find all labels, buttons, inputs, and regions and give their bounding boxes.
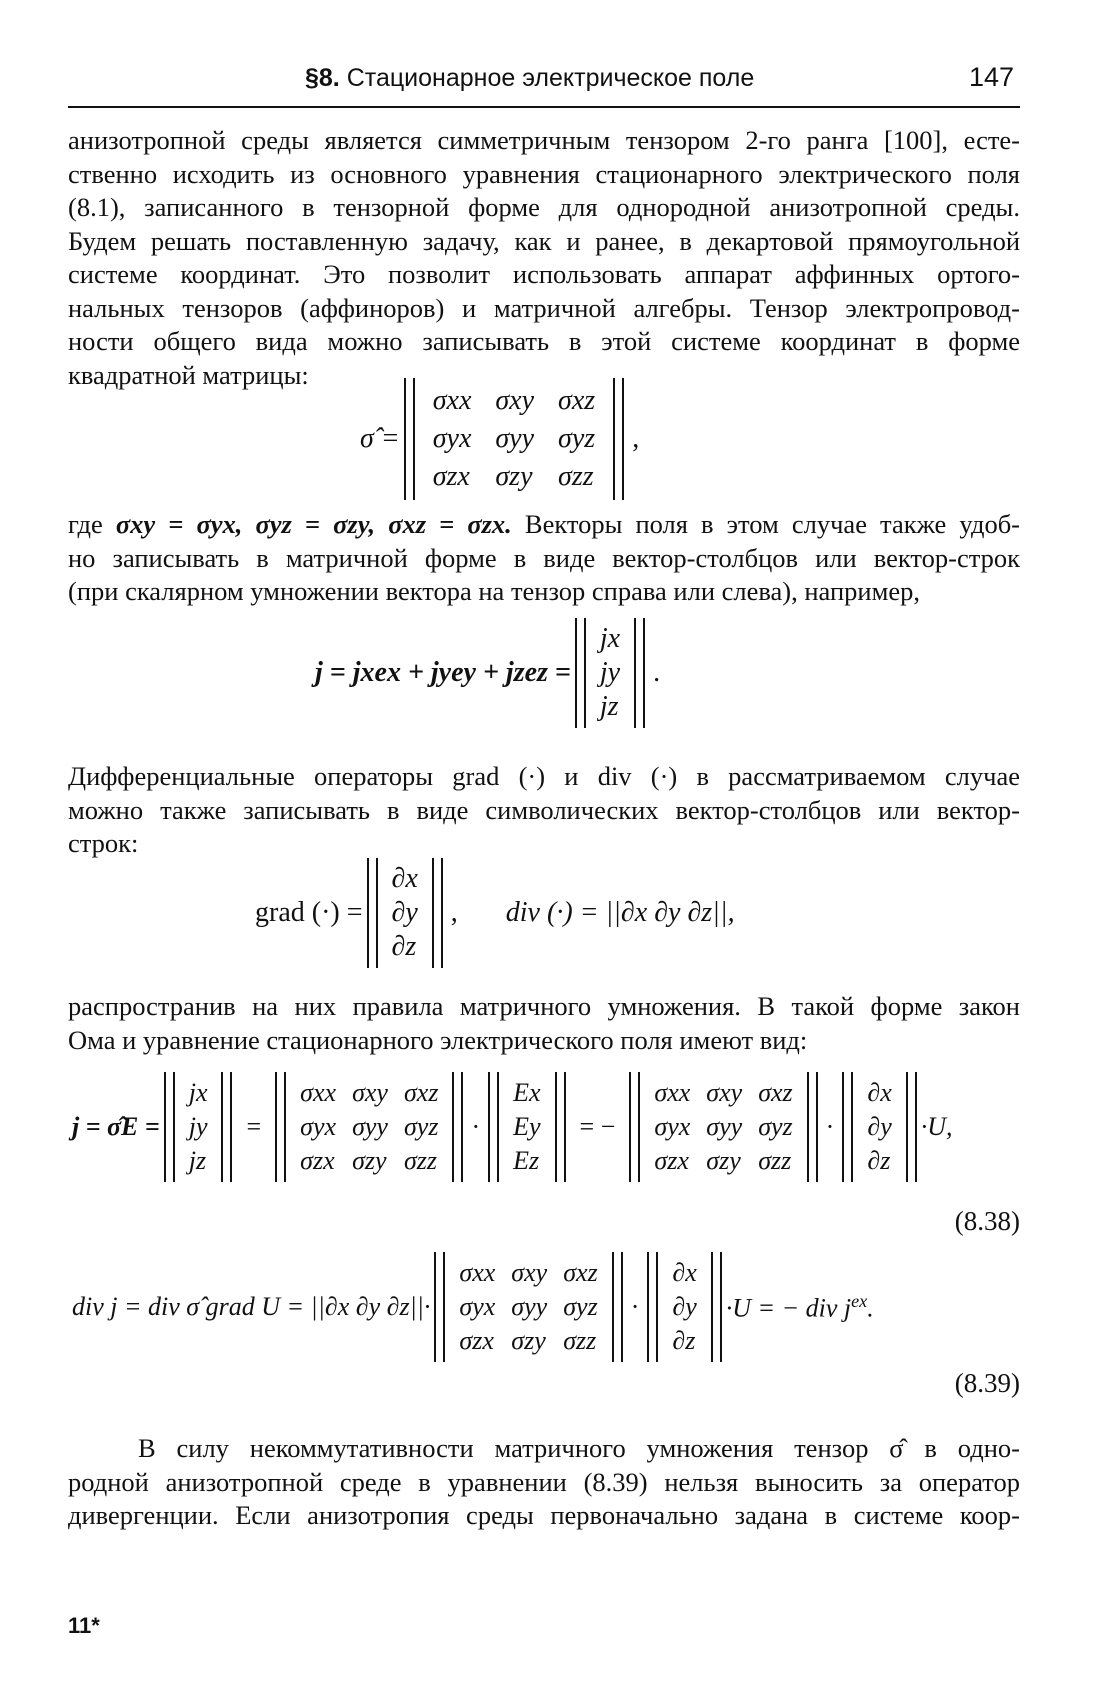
text-line: ности общего вида можно записывать в этой системе координат в форме <box>68 326 1020 356</box>
matrix-cell: σzy <box>706 1146 741 1175</box>
equation-lhs: div j = div σ̂ grad U = ||∂x ∂y ∂z||· <box>72 1292 431 1321</box>
matrix-cell: σzx <box>459 1326 494 1355</box>
paragraph-1 <box>68 124 1020 392</box>
vector-cell: ∂z <box>672 1326 696 1355</box>
superscript-ex: ex <box>851 1290 868 1311</box>
equation-8-39: div j = div σ̂ grad U = ||∂x ∂y ∂z||· σxx σxy σxz σyx σyy σyz σzx σzy σzz · ∂x ∂y ∂z ·U = − div $j^{ex}$. <box>72 1252 874 1362</box>
matrix-bracket-right <box>432 858 443 968</box>
matrix-cell: σzy <box>495 461 533 492</box>
matrix-cell: σyz <box>758 1112 793 1141</box>
text-line: (8.1), записанного в тензорной форме для однородной анизотропной среды. <box>68 192 1020 222</box>
matrix-cell: σxz <box>403 1078 439 1107</box>
section-title <box>305 64 754 93</box>
matrix-cell: σyx <box>300 1112 337 1141</box>
vector-cell: jy <box>188 1112 208 1141</box>
equation-trail: . <box>653 657 661 688</box>
vector-cell: jy <box>599 657 621 688</box>
equation-tail: ·U, <box>920 1112 953 1141</box>
vector-cell: Ez <box>513 1146 540 1175</box>
vector-cell: ∂z <box>867 1146 891 1175</box>
paragraph-3 <box>68 760 1020 861</box>
section-title-text: Стационарное электрическое поле <box>346 64 755 92</box>
matrix-cell: σzy <box>511 1326 546 1355</box>
vector-cells <box>175 1072 222 1182</box>
text-line: нальных тензоров (аффиноров) и матричной алгебры. Тензор электропровод- <box>68 292 1020 323</box>
equation-lhs: j = jxex + jyey + jzez = <box>315 657 571 688</box>
matrix-cell: σxy <box>511 1258 548 1287</box>
matrix-cell: σzz <box>403 1146 438 1175</box>
matrix-cell: σyy <box>511 1292 548 1321</box>
symmetry-relations: σxy = σyx, σyz = σzy, σxz = σzx. <box>115 509 512 539</box>
vector-cell: ∂y <box>867 1112 892 1141</box>
text-line: дивергенции. Если анизотропия среды первоначально задана в системе коор- <box>68 1500 1020 1530</box>
matrix-cell: σyz <box>403 1112 439 1141</box>
matrix-cell: σxx <box>300 1078 337 1107</box>
vector-cell: ∂y <box>391 897 418 928</box>
matrix-cell: σxy <box>495 385 535 416</box>
vector-cell: Ex <box>513 1078 541 1107</box>
equation-lhs: σ̂ = <box>360 423 400 454</box>
text-line: родной анизотропной среде в уравнении (8.39) нельзя выносить за оператор <box>68 1466 1020 1497</box>
vector-cell: jx <box>599 623 621 654</box>
paragraph-2-line1-rest: Векторы поля в этом случае также удоб- <box>524 509 1021 539</box>
text-line: Дифференциальные операторы grad (·) и div (·) в рассматриваемом случае <box>68 761 1020 791</box>
text-line: (при скалярном умножении вектора на тензор справа или слева), например, <box>68 576 920 606</box>
matrix-cell: σxx <box>432 385 472 416</box>
text-line: распространив на них правила матричного умножения. В такой форме закон <box>68 991 1020 1021</box>
matrix-cell: σzz <box>758 1146 792 1175</box>
matrix-cell: σyx <box>654 1112 691 1141</box>
matrix-cell: σxx <box>459 1258 496 1287</box>
paragraph-4 <box>68 990 1020 1057</box>
matrix-cell: σxy <box>706 1078 743 1107</box>
matrix-cell: σyz <box>563 1292 598 1321</box>
matrix-bracket-left <box>164 1072 175 1182</box>
matrix-cell: σyy <box>706 1112 743 1141</box>
matrix-cells <box>415 378 613 500</box>
matrix-cell: σyy <box>352 1112 388 1141</box>
d-column-vector <box>842 1072 916 1182</box>
equation-number: (8.39) <box>954 1368 1020 1398</box>
sigma-matrix <box>434 1252 622 1362</box>
matrix-cell: σzx <box>300 1146 335 1175</box>
matrix-bracket-right <box>613 378 624 500</box>
printer-signature: 11* <box>68 1613 100 1638</box>
vector-cell: jx <box>188 1078 208 1107</box>
matrix-bracket-right <box>634 618 645 728</box>
equation-end: . <box>867 1293 874 1323</box>
sigma-matrix <box>629 1072 817 1182</box>
matrix-cell: σxx <box>654 1078 691 1107</box>
sigma-matrix <box>275 1072 463 1182</box>
text-line: анизотропной среды является симметричным тензором 2-го ранга [100], есте- <box>68 125 1020 155</box>
sigma-matrix <box>404 378 624 500</box>
matrix-bracket-right <box>807 1072 818 1182</box>
vector-cell: ∂z <box>391 931 417 962</box>
equation-sigma-tensor <box>360 378 643 500</box>
matrix-bracket-left <box>647 1252 658 1362</box>
vector-cells <box>853 1072 905 1182</box>
matrix-cell: σyx <box>432 423 472 454</box>
matrix-cell: σyy <box>495 423 535 454</box>
operator-separator: , <box>450 897 458 928</box>
div-row-expression: div (·) = ||∂x ∂y ∂z||, <box>505 897 735 928</box>
matrix-bracket-right <box>221 1072 232 1182</box>
equation-j-vector <box>315 618 664 728</box>
text-line: В силу некоммутативности матричного умножения тензор σ̂ в одно- <box>138 1433 1020 1463</box>
page-number: 147 <box>968 62 1014 92</box>
vector-cells <box>586 618 634 728</box>
text-line: Будем решать поставленную задачу, как и ранее, в декартовой прямоугольной <box>68 225 1020 256</box>
matrix-cell: σyx <box>459 1292 496 1321</box>
matrix-bracket-right <box>555 1072 566 1182</box>
grad-lhs: grad (·) = <box>255 897 363 928</box>
text-line: квадратной матрицы: <box>68 359 309 390</box>
equation-8-38: j = σ̂E = jx jy jz = σxx σxy σxz σyx σyy σyz σzx σzy σzz · Ex Ey Ez = − σxx σxy σxz σyx σyy σyz σzx σzy σzz · ∂x ∂y ∂z ·U, <box>72 1072 953 1182</box>
text-line: Ома и уравнение стационарного электрического поля имеют вид: <box>68 1024 808 1055</box>
vector-cells <box>658 1252 710 1362</box>
vector-cell: Ey <box>513 1112 541 1141</box>
paragraph-5 <box>68 1432 1020 1533</box>
text-line: но записывать в матричной форме в виде вектор-столбцов или вектор-строк <box>68 542 1020 573</box>
e-column-vector <box>488 1072 565 1182</box>
matrix-bracket-right <box>612 1252 623 1362</box>
equation-tail <box>726 1291 874 1324</box>
matrix-bracket-right <box>452 1072 463 1182</box>
matrix-cell: σyz <box>558 423 596 454</box>
matrix-cell: σxz <box>758 1078 793 1107</box>
equation-operators <box>255 858 735 968</box>
j-column-vector <box>164 1072 233 1182</box>
text-line: строк: <box>68 828 139 858</box>
text-line: ственно исходить из основного уравнения стационарного электрического поля <box>68 158 1020 189</box>
matrix-cell: σzy <box>352 1146 387 1175</box>
matrix-cell: σxz <box>563 1258 598 1287</box>
paragraph-2-lead: где <box>68 509 103 539</box>
vector-cell: ∂x <box>391 863 418 894</box>
text-line: можно также записывать в виде символических вектор-столбцов или вектор- <box>68 794 1020 825</box>
equation-tail-main: ·U = − div j <box>725 1293 852 1323</box>
matrix-cells <box>640 1072 806 1182</box>
matrix-cell: σxz <box>558 385 596 416</box>
matrix-bracket-left <box>629 1072 640 1182</box>
equation-number: (8.38) <box>954 1206 1020 1236</box>
vector-cells <box>499 1072 554 1182</box>
section-mark: §8. <box>305 64 340 92</box>
matrix-cell: σxy <box>352 1078 388 1107</box>
text-line <box>68 508 1020 542</box>
matrix-bracket-left <box>275 1072 286 1182</box>
matrix-bracket-left <box>842 1072 853 1182</box>
matrix-cells <box>286 1072 452 1182</box>
vector-cells <box>378 858 432 968</box>
matrix-cells <box>445 1252 611 1362</box>
matrix-cell: σzz <box>563 1326 597 1355</box>
equation-lhs: j = σ̂E = <box>72 1112 160 1141</box>
vector-cell: ∂x <box>867 1078 892 1107</box>
matrix-bracket-right <box>906 1072 917 1182</box>
matrix-bracket-left <box>575 618 586 728</box>
vector-cell: ∂x <box>672 1258 697 1287</box>
equation-trail: , <box>632 423 640 454</box>
running-header <box>68 60 1020 108</box>
text-line: системе координат. Это позволит использовать аппарат аффинных ортого- <box>68 259 1020 289</box>
matrix-bracket-left <box>404 378 415 500</box>
paragraph-2 <box>68 508 1020 609</box>
matrix-bracket-left <box>488 1072 499 1182</box>
matrix-bracket-left <box>367 858 378 968</box>
d-column-vector <box>647 1252 721 1362</box>
j-column-vector <box>575 618 645 728</box>
matrix-bracket-left <box>434 1252 445 1362</box>
matrix-cell: σzz <box>558 461 594 492</box>
vector-cell: ∂y <box>672 1292 697 1321</box>
grad-column-vector <box>367 858 443 968</box>
vector-cell: jz <box>599 691 619 722</box>
matrix-bracket-right <box>711 1252 722 1362</box>
vector-cell: jz <box>188 1146 207 1175</box>
matrix-cell: σzx <box>432 461 470 492</box>
matrix-cell: σzx <box>654 1146 689 1175</box>
